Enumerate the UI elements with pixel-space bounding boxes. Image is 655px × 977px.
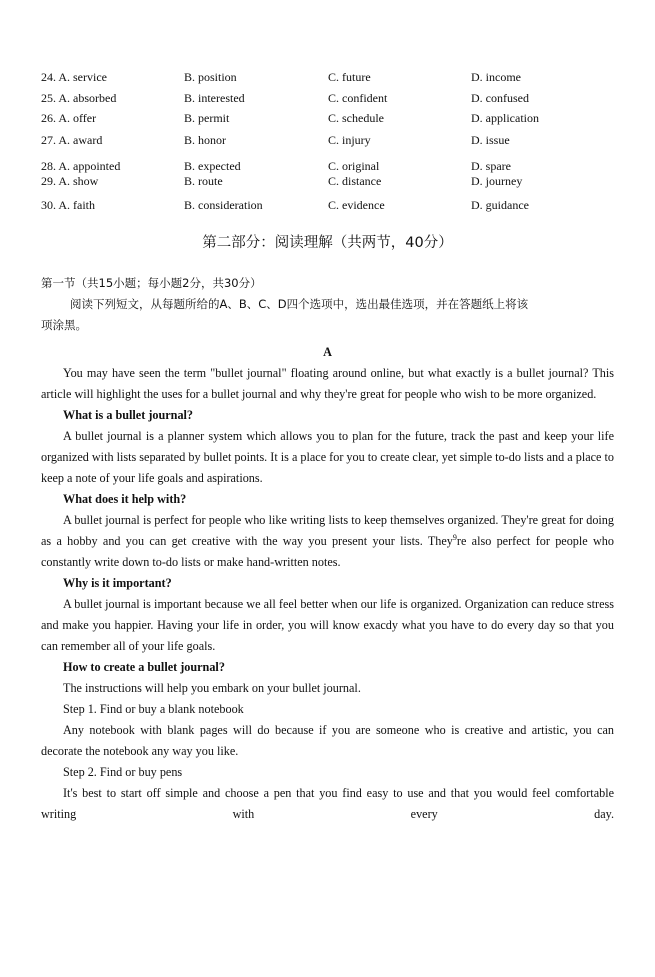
option-25-a: 25. A. absorbed	[41, 91, 117, 105]
heading-help-with: What does it help with?	[63, 492, 187, 506]
option-29-d: D. journey	[471, 174, 523, 188]
passage-intro: You may have seen the term "bullet journal" floating around online, but what exactly is a bullet journal? This article will highlight the uses for a bullet journal and why they're great for people who wish to be more organized.	[41, 366, 614, 401]
option-26-d: D. application	[471, 111, 539, 125]
option-29-b: B. route	[184, 174, 223, 188]
paragraph-help-with-part-1: A bullet journal is perfect for people who like writing lists to keep themselves organized. They're great for doing as a hobby and you can get creative with the way you present your lists. They	[41, 513, 614, 548]
option-27-b: B. honor	[184, 133, 226, 147]
option-30-c: C. evidence	[328, 198, 385, 212]
reading-passage	[41, 342, 614, 825]
step-2-heading: Step 2. Find or buy pens	[63, 765, 183, 779]
option-row-27	[41, 132, 621, 148]
option-27-c: C. injury	[328, 133, 371, 147]
option-30-a: 30. A. faith	[41, 198, 95, 212]
heading-create: How to create a bullet journal?	[63, 660, 225, 674]
option-26-a: 26. A. offer	[41, 111, 97, 125]
option-29-a: 29. A. show	[41, 174, 99, 188]
option-25-c: C. confident	[328, 91, 388, 105]
option-30-b: B. consideration	[184, 198, 263, 212]
passage-letter: A	[323, 345, 332, 359]
option-24-b: B. position	[184, 70, 237, 84]
option-25-b: B. interested	[184, 91, 245, 105]
option-24-d: D. income	[471, 70, 521, 84]
heading-important: Why is it important?	[63, 576, 172, 590]
option-row-26	[41, 110, 621, 126]
paragraph-help-with	[41, 510, 614, 573]
instruction-line-2: 项涂黑。	[41, 318, 87, 332]
option-24-c: C. future	[328, 70, 371, 84]
paragraph-step-2: It's best to start off simple and choose a pen that you find easy to use and that you would feel comfortable writing with every day.	[41, 786, 614, 821]
paragraph-help-with-part-2: re also perfect for people who constantly write down to-do lists or make hand-written notes.	[41, 534, 614, 569]
option-row-24	[41, 69, 621, 85]
step-1-heading: Step 1. Find or buy a blank notebook	[63, 702, 244, 716]
option-row-28	[41, 158, 621, 174]
instruction-line-1: 阅读下列短文，从每题所给的A、B、C、D四个选项中，选出最佳选项，并在答题纸上将该	[70, 297, 529, 311]
option-row-25	[41, 90, 621, 106]
option-29-c: C. distance	[328, 174, 382, 188]
option-24-a: 24. A. service	[41, 70, 107, 84]
stray-superscript: 9	[452, 532, 457, 542]
option-26-b: B. permit	[184, 111, 230, 125]
option-28-c: C. original	[328, 159, 380, 173]
option-row-30	[41, 197, 621, 213]
paragraph-instructions: The instructions will help you embark on your bullet journal.	[63, 681, 361, 695]
option-28-d: D. spare	[471, 159, 511, 173]
section-title: 第一节（共15小题；每小题2分，共30分）	[41, 276, 262, 290]
option-27-d: D. issue	[471, 133, 510, 147]
paragraph-step-1: Any notebook with blank pages will do because if you are someone who is creative and artistic, you can decorate the notebook any way you like.	[41, 723, 614, 758]
paragraph-important: A bullet journal is important because we all feel better when our life is organized. Organization can reduce stress and make you happier. Having your life in order, you will know exacdy what you have to do every day so that you can remember all of your life goals.	[41, 597, 614, 653]
option-28-b: B. expected	[184, 159, 241, 173]
heading-what-is: What is a bullet journal?	[63, 408, 194, 422]
option-25-d: D. confused	[471, 91, 529, 105]
option-26-c: C. schedule	[328, 111, 384, 125]
part-title: 第二部分：阅读理解（共两节，40分）	[202, 235, 453, 251]
option-27-a: 27. A. award	[41, 133, 103, 147]
option-row-29	[41, 173, 621, 189]
option-30-d: D. guidance	[471, 198, 529, 212]
option-28-a: 28. A. appointed	[41, 159, 121, 173]
paragraph-what-is: A bullet journal is a planner system which allows you to plan for the future, track the past and keep your life organized with lists separated by bullet points. It is a place for you to create clear, yet simple to-do lists and a place to keep a note of your life goals and aspirations.	[41, 429, 614, 485]
